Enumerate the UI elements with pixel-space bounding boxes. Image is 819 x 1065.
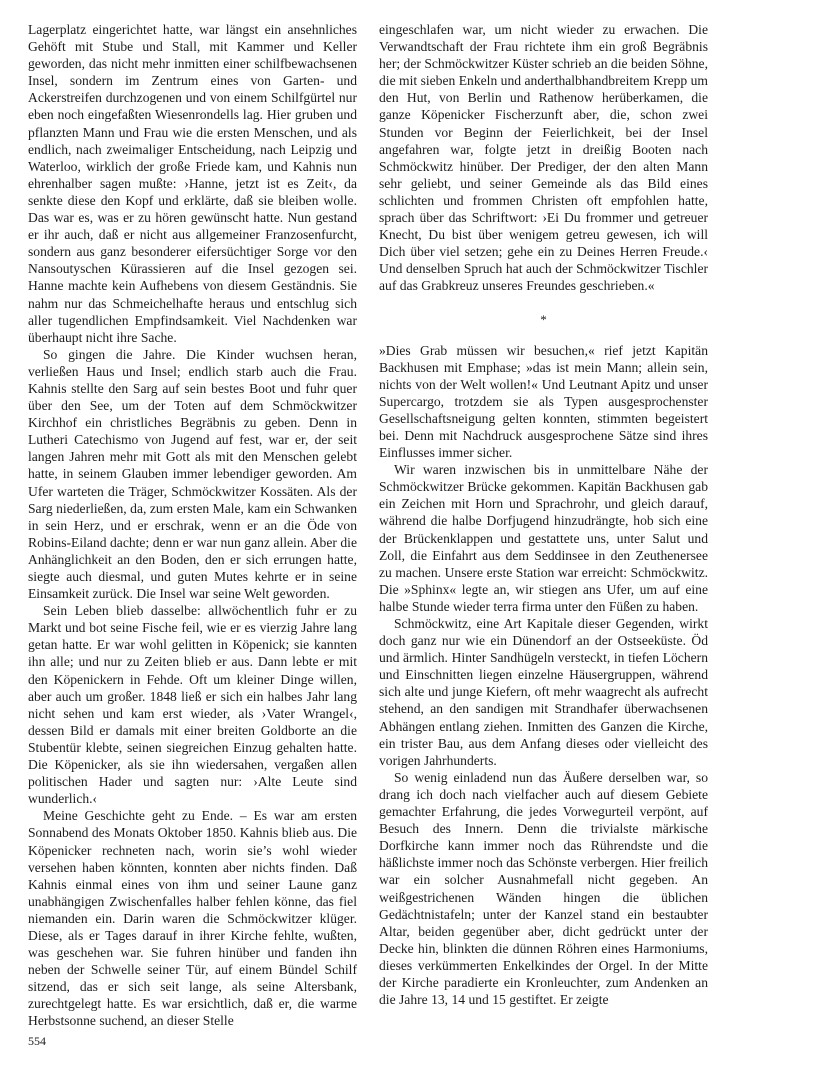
- left-text-column: [28, 21, 357, 1030]
- paragraph: eingeschlafen war, um nicht wieder zu erwachen. Die Verwandtschaft der Frau richtete ihm ein groß Begräbnis her; der Schmöckwitzer Küster schrieb an die beiden Söhne, die mit sieben Enkeln und anderthalbhandbreitem Krepp um den Hut, von Berlin und Rathenow herüberkamen, die ganze Köpenicker Fischerzunft aber, die, schon zwei Stunden vor Beginn der Feierlichkeit, bei der Insel angefahren war, folgte jetzt in dreißig Booten nach Schmöckwitz hinüber. Der Prediger, der den alten Mann sehr geliebt, und seiner Gemeinde als das Bild eines schlichten und frommen Christen oft empfohlen hatte, sprach über das Schriftwort: ›Ei Du frommer und getreuer Knecht, Du bist über wenigem getreu gewesen, ich will Dich über viel setzen; gehe ein zu Deines Herren Freude.‹ Und denselben Spruch hat auch der Schmöckwitzer Tischler auf das Grabkreuz unseres Freundes geschrieben.«: [379, 22, 708, 294]
- paragraph: »Dies Grab müssen wir besuchen,« rief jetzt Kapitän Backhusen mit Emphase; »das ist mein Mann; allein sein, nichts von der Welt wollen!« Und Leutnant Apitz und unser Supercargo, trotzdem sie als Typen ausgesprochenster Gesellschaftsneigung gelten konnten, stimmten begeistert bei. Denn mit Nachdruck ausgesprochene Sätze sind ihres Einflusses immer sicher.: [379, 342, 708, 461]
- paragraph: So wenig einladend nun das Äußere derselben war, so drang ich doch nach vielfacher auch auf diesem Gebiete gemachter Erfahrung, die jedes Vorwegurteil verpönt, auf Besuch des Innern. Denn die trivialste märkische Dorfkirche kann immer noch das Rührendste und die häßlichste immer noch das Schönste verbergen. Hier freilich war ein solcher Ausnahmefall nicht gegeben. An weißgestrichenen Wänden hingen die üblichen Gedächtnistafeln; unter der Kanzel stand ein bestaubter Altar, beiden gegenüber aber, dicht gedrückt unter der Decke hin, blinkten die dünnen Röhren eines Harmoniums, dieses verkümmerten Enkelkindes der Orgel. In der Mitte der Kirche paradierte ein Kronleuchter, zum Andenken an die Jahre 13, 14 und 15 gestiftet. Er zeigte: [379, 769, 708, 1008]
- section-separator: *: [540, 311, 547, 327]
- page-number: 554: [28, 1034, 46, 1048]
- paragraph: Wir waren inzwischen bis in unmittelbare Nähe der Schmöckwitzer Brücke gekommen. Kapitän Backhusen gab ein Zeichen mit Horn und Sprachrohr, und gleich darauf, während die halbe Dorfjugend hinzudrängte, hob sich eine der Brückenklappen und gestattete uns, unter Salut und Zoll, die Einfahrt aus dem Seddinsee in den Zeuthenersee zu machen. Unsere erste Station war erreicht: Schmöckwitz. Die »Sphinx« legte an, wir stiegen ans Ufer, um auf eine halbe Stunde wieder terra firma unter den Füßen zu haben.: [379, 462, 708, 614]
- paragraph: Meine Geschichte geht zu Ende. – Es war am ersten Sonnabend des Monats Oktober 1850. Kahnis blieb aus. Die Köpenicker rechneten nach, worin sie’s wohl wieder versehen haben könnten, konnten aber nichts finden. Daß Kahnis einmal eines von ihm und seiner Laune ganz unabhängigen Zwischenfalles halber fehlen könne, das fiel niemanden ein. Darin waren die Schmöckwitzer klüger. Diese, als er Tages darauf in ihrer Kirche fehlte, wußten, was geschehen war. Sie fuhren hinüber und fanden ihn neben der Schwelle seiner Tür, auf einem Bündel Schilf sitzend, das er sich seit lange, als seine Altersbank, zurechtgelegt hatte. Es war ersichtlich, daß er, die warme Herbstsonne suchend, an dieser Stelle: [28, 808, 357, 1029]
- paragraph: So gingen die Jahre. Die Kinder wuchsen heran, verließen Haus und Insel; endlich starb auch die Frau. Kahnis stellte den Sarg auf sein bestes Boot und fuhr quer über den See, um der Toten auf dem Schmöckwitzer Kirchhof ein christliches Begräbnis zu geben. Denn in Lutheri Catechismo von Jugend auf fest, war er, der seit langen Jahren mehr mit Gott als mit den Menschen gelebt hatte, in seinem Glauben immer lebendiger geworden. Am Ufer warteten die Träger, Schmöckwitzer Kossäten. Als der Sarg niederließen, da, zum ersten Male, kam ein Schwanken in sein Herz, und er erschrak, wenn er an die Öde von Robins-Eiland dachte; denn er war nun ganz allein. Aber die Anhänglichkeit an den Boden, den er sich errungen hatte, siegte auch diesmal, und guten Mutes kehrte er in seine Einsamkeit zurück. Die Insel war seine Welt geworden.: [28, 346, 357, 602]
- paragraph: Sein Leben blieb dasselbe: allwöchentlich fuhr er zu Markt und bot seine Fische feil, wie er es vierzig Jahre lang getan hatte. Er war wohl gelitten in Köpenick; sie kannten ihn alle; und nur zu Zeiten blieb er aus. Dann lebte er mit den Köpenickern in Fehde. Oft um kleiner Dinge willen, aber auch um großer. 1848 ließ er sich ein halbes Jahr lang nicht sehen und kam erst wieder, als ›Vater Wrangel‹, dessen Bild er damals mit einer breiten Goldborte an die Stubentür klebte, seinen siegreichen Einzug gehalten hatte. Die Köpenicker, als sie ihn wiedersahen, vergaßen allen politischen Hader und sagten nur: ›Alte Leute sind wunderlich.‹: [28, 603, 357, 807]
- paragraph: Lagerplatz eingerichtet hatte, war längst ein ansehnliches Gehöft mit Stube und Stall, mit Kammer und Keller geworden, das nicht mehr inmitten einer schilfbewachsenen Insel, sondern im Zentrum eines von Garten- und Ackerstreifen durchzogenen und von einem Schilfgürtel nur eben noch eingefaßten Wiesenrondells lag. Hier gruben und pflanzten Mann und Frau wie die ersten Menschen, und als endlich, nach zweimaliger Entscheidung, nach Leipzig und Waterloo, wirklich der große Friede kam, und Kahnis nun ehrenhalber sagen mußte: ›Hanne, jetzt ist es Zeit‹, da senkte diese den Kopf und erklärte, daß sie bleiben wolle. Das war es, was er zu hören gewünscht hatte. Nun gestand er ihr auch, daß er nicht aus allgemeiner Franzosenfurcht, sondern aus ganz besonderer eifersüchtiger Sorge vor den Nansoutyschen Kürassieren auf die Insel gezogen sei. Hanne machte kein Aufhebens von diesem Geständnis. Sie nahm nur das Schmeichelhafte heraus und entschlug sich aller tugendlichen Empfindsamkeit. Viel Nachdenken war überhaupt nicht ihre Sache.: [28, 22, 357, 345]
- paragraph: Schmöckwitz, eine Art Kapitale dieser Gegenden, wirkt doch ganz nur wie ein Dünendorf an der Ostseeküste. Öd und ärmlich. Hinter Sandhügeln versteckt, in tiefen Löchern und Einschnitten liegen einzelne Häusergruppen, während sich alte und junge Kiefern, oft mehr waagrecht als aufrecht stehend, an den sandigen mit Strandhafer überwachsenen Abhängen entlang ziehen. Inmitten des Ganzen die Kirche, ein trister Bau, aus dem Anfang dieses oder vielleicht des vorigen Jahrhunderts.: [379, 616, 708, 768]
- right-text-column: [379, 21, 708, 1008]
